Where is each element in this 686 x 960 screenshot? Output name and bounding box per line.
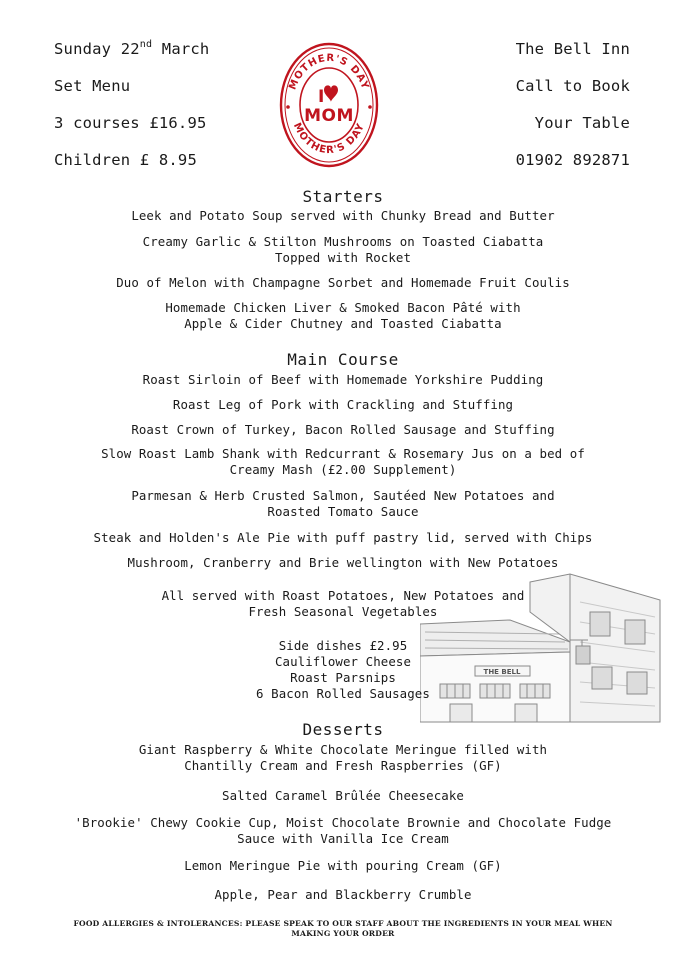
booking-cta-line1: Call to Book	[515, 77, 630, 95]
menu-item: Roast Crown of Turkey, Bacon Rolled Sausage and Stuffing	[131, 422, 555, 437]
served-with-note: All served with Roast Potatoes, New Potatoes and Fresh Seasonal Vegetables	[161, 588, 525, 619]
menu-item: Steak and Holden's Ale Pie with puff pastry lid, served with Chips	[93, 530, 593, 545]
menu-item: Roast Sirloin of Beef with Homemade Yorkshire Pudding	[142, 372, 544, 387]
menu-date: Sunday 22nd March	[54, 39, 210, 59]
menu-item: Leek and Potato Soup served with Chunky Bread and Butter	[131, 208, 555, 223]
desserts-heading: Desserts	[302, 720, 384, 739]
side-dish: Cauliflower Cheese	[274, 654, 412, 669]
svg-text:I: I	[318, 87, 325, 107]
menu-item: Roast Leg of Pork with Crackling and Stuffing	[172, 397, 514, 412]
mothers-day-stamp-logo	[279, 41, 379, 169]
menu-item: Giant Raspberry & White Chocolate Meringue filled with Chantilly Cream and Fresh Raspberries (GF)	[138, 742, 548, 773]
booking-cta-line2: Your Table	[534, 114, 630, 132]
side-dish: Roast Parsnips	[290, 670, 396, 685]
side-dishes	[0, 638, 686, 702]
menu-item: 'Brookie' Chewy Cookie Cup, Moist Chocolate Brownie and Chocolate Fudge Sauce with Vanilla Ice Cream	[74, 815, 612, 846]
menu-item: Mushroom, Cranberry and Brie wellington with New Potatoes	[127, 555, 559, 570]
adult-price: 3 courses £16.95	[54, 114, 207, 132]
side-dish: 6 Bacon Rolled Sausages	[256, 686, 430, 701]
starters-heading: Starters	[302, 187, 384, 206]
menu-item: Duo of Melon with Champagne Sorbet and Homemade Fruit Coulis	[116, 275, 570, 290]
child-price: Children £ 8.95	[54, 151, 197, 169]
menu-item: Slow Roast Lamb Shank with Redcurrant & Rosemary Jus on a bed of Creamy Mash (£2.00 Supplement)	[101, 446, 585, 477]
main-course-heading: Main Course	[287, 350, 399, 369]
menu-item: Lemon Meringue Pie with pouring Cream (GF)	[184, 858, 502, 873]
menu-item: Homemade Chicken Liver & Smoked Bacon Pâté with Apple & Cider Chutney and Toasted Ciabatta	[165, 300, 521, 331]
svg-text:MOTHER'S DAY: MOTHER'S DAY	[287, 52, 371, 92]
menu-item: Salted Caramel Brûlée Cheesecake	[222, 788, 464, 803]
svg-text:MOM: MOM	[304, 106, 354, 126]
svg-text:MOTHER'S DAY: MOTHER'S DAY	[290, 121, 368, 157]
menu-type: Set Menu	[54, 77, 131, 95]
side-dishes-price: Side dishes £2.95	[278, 638, 408, 653]
phone-number: 01902 892871	[515, 151, 630, 169]
menu-item: Parmesan & Herb Crusted Salmon, Sautéed New Potatoes and Roasted Tomato Sauce	[131, 488, 555, 519]
svg-text:THE BELL: THE BELL	[483, 668, 521, 676]
allergy-notice: FOOD ALLERGIES & INTOLERANCES: PLEASE SPEAK TO OUR STAFF ABOUT THE INGREDIENTS IN YOUR MEAL WHEN MAKING YOUR ORDER	[73, 919, 613, 938]
venue-name: The Bell Inn	[515, 40, 630, 58]
menu-item: Creamy Garlic & Stilton Mushrooms on Toasted Ciabatta Topped with Rocket	[142, 234, 544, 265]
menu-item: Apple, Pear and Blackberry Crumble	[214, 887, 472, 902]
